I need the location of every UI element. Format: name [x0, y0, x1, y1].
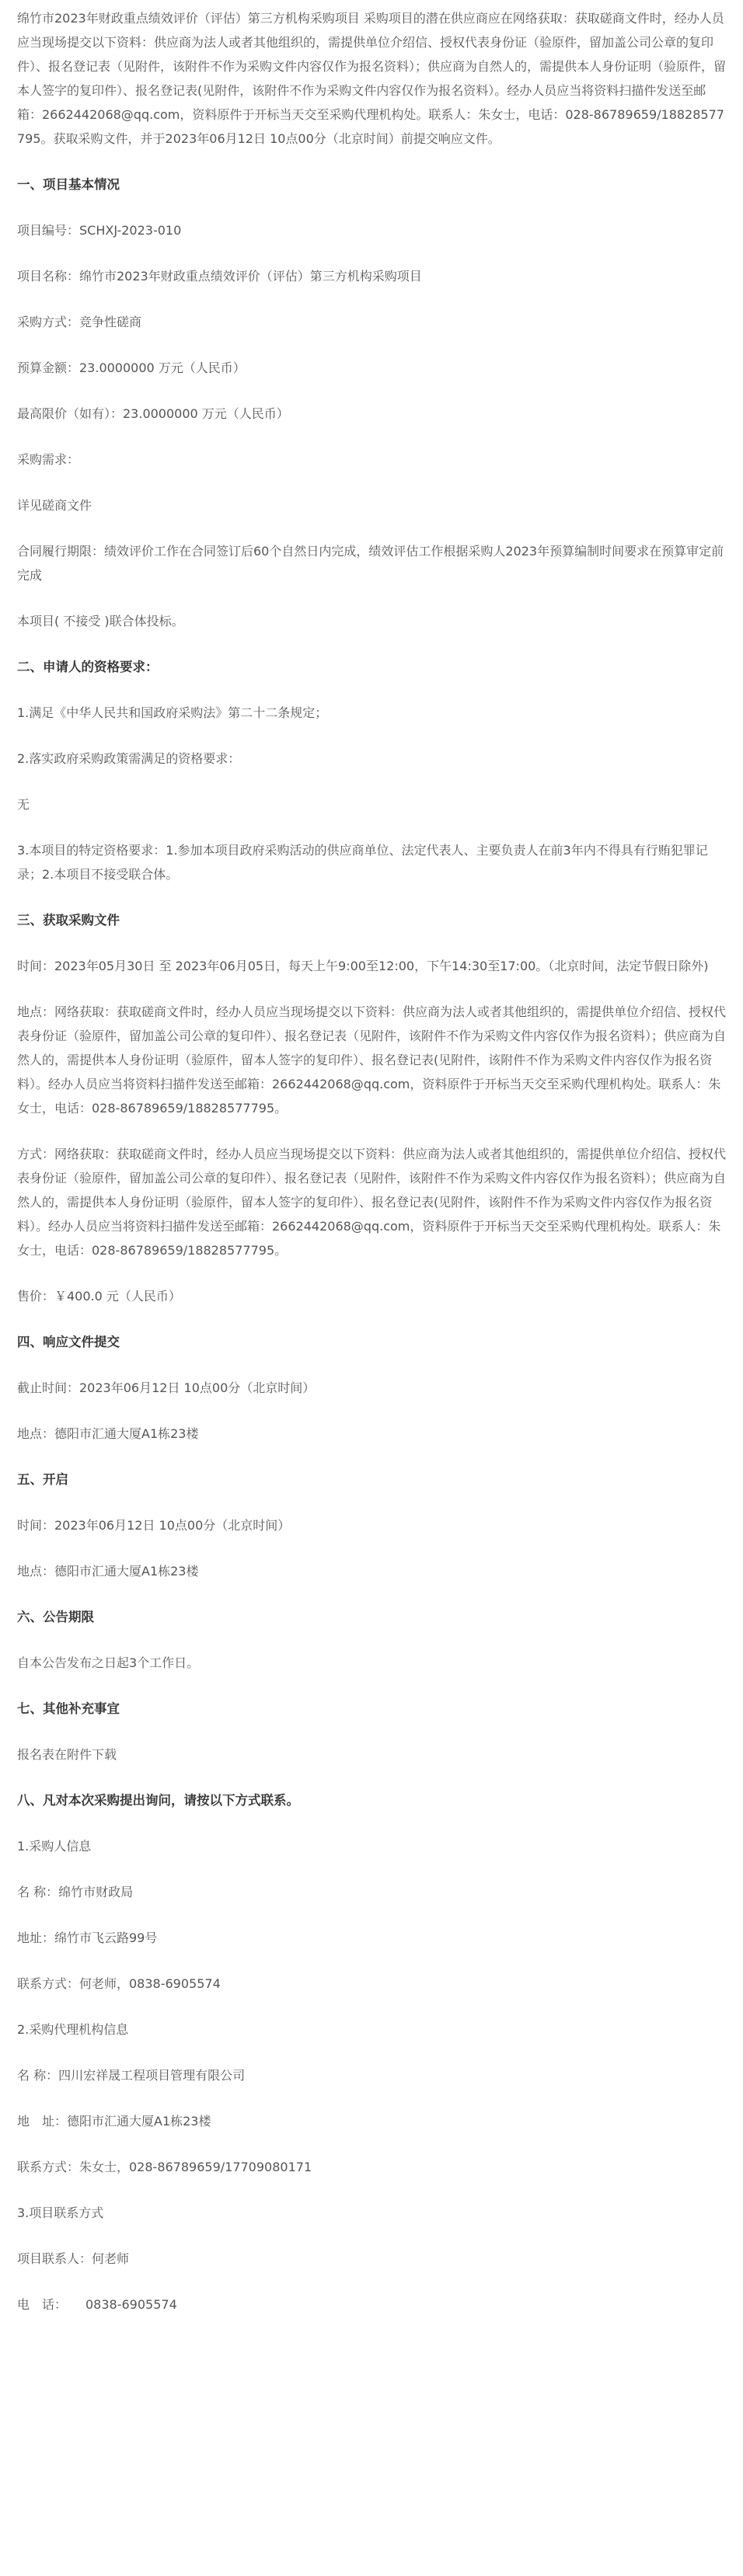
max-price: 最高限价（如有）：23.0000000 万元（人民币）	[17, 406, 289, 421]
section-8-title: 八、凡对本次采购提出询问，请按以下方式联系。	[17, 1793, 299, 1808]
procurement-method: 采购方式：竞争性磋商	[17, 315, 142, 329]
obtain-time: 时间：2023年05月30日 至 2023年06月05日，每天上午9:00至12:00，下午14:30至17:00。（北京时间，法定节假日除外)	[17, 959, 709, 973]
buyer-address: 地址：绵竹市飞云路99号	[17, 1930, 158, 1945]
section-7-title: 七、其他补充事宜	[17, 1701, 120, 1716]
opening-time: 时间：2023年06月12日 10点00分（北京时间）	[17, 1518, 291, 1533]
agency-heading: 2.采购代理机构信息	[17, 2022, 129, 2037]
section-1-title: 一、项目基本情况	[17, 177, 120, 192]
section-5-title: 五、开启	[17, 1472, 68, 1487]
project-number: 项目编号：SCHXJ-2023-010	[17, 223, 182, 238]
buyer-contact: 联系方式：何老师，0838-6905574	[17, 1976, 221, 1991]
buyer-heading: 1.采购人信息	[17, 1839, 92, 1854]
agency-address: 地 址：德阳市汇通大厦A1栋23楼	[17, 2114, 211, 2129]
section-3-title: 三、获取采购文件	[17, 913, 120, 928]
qualification-item-3: 3.本项目的特定资格要求：1.参加本项目政府采购活动的供应商单位、法定代表人、主要负责人在前3年内不得具有行贿犯罪记录；2.本项目不接受联合体。	[17, 843, 708, 882]
opening-place: 地点：德阳市汇通大厦A1栋23楼	[17, 1564, 199, 1579]
qualification-item-2-value: 无	[17, 797, 30, 812]
submission-deadline: 截止时间：2023年06月12日 10点00分（北京时间）	[17, 1380, 316, 1395]
project-contact-person: 项目联系人：何老师	[17, 2251, 130, 2266]
submission-place: 地点：德阳市汇通大厦A1栋23楼	[17, 1426, 199, 1441]
buyer-name: 名 称：绵竹市财政局	[17, 1885, 134, 1899]
document-price: 售价：￥400.0 元（人民币）	[17, 1289, 181, 1304]
supplementary-note: 报名表在附件下载	[17, 1747, 117, 1762]
section-2-title: 二、申请人的资格要求：	[17, 660, 159, 674]
section-6-title: 六、公告期限	[17, 1610, 94, 1624]
qualification-item-1: 1.满足《中华人民共和国政府采购法》第二十二条规定；	[17, 705, 328, 720]
procurement-needs-value: 详见磋商文件	[17, 498, 92, 513]
obtain-place: 地点：网络获取：获取磋商文件时，经办人员应当现场提交以下资料：供应商为法人或者其他组织的，需提供单位介绍信、授权代表身份证（验原件，留加盖公司公章的复印件）、报名登记表（见附件，该附件不作为采购文件内容仅作为报名资料）；供应商为自然人的，需提供本人身份证明（验原件，留本人签字的复印件）、报名登记表(见附件，该附件不作为采购文件内容仅作为报名资料）。经办人员应当将资料扫描件发送至邮箱：2662442068@qq.com，资料原件于开标当天交至采购代理机构处。联系人：朱女士，电话：028-86789659/18828577795。	[17, 1004, 727, 1116]
project-contact-heading: 3.项目联系方式	[17, 2205, 104, 2220]
procurement-needs-label: 采购需求：	[17, 452, 80, 467]
consortium-note: 本项目( 不接受 )联合体投标。	[17, 614, 184, 628]
obtain-method: 方式：网络获取：获取磋商文件时，经办人员应当现场提交以下资料：供应商为法人或者其他组织的，需提供单位介绍信、授权代表身份证（验原件，留加盖公司公章的复印件）、报名登记表（见附件，该附件不作为采购文件内容仅作为报名资料）；供应商为自然人的，需提供本人身份证明（验原件，留本人签字的复印件）、报名登记表(见附件，该附件不作为采购文件内容仅作为报名资料）。经办人员应当将资料扫描件发送至邮箱：2662442068@qq.com，资料原件于开标当天交至采购代理机构处。联系人：朱女士，电话：028-86789659/18828577795。	[17, 1147, 727, 1258]
section-4-title: 四、响应文件提交	[17, 1335, 120, 1349]
announcement-period: 自本公告发布之日起3个工作日。	[17, 1655, 200, 1670]
qualification-item-2: 2.落实政府采购政策需满足的资格要求：	[17, 751, 241, 766]
contract-period: 合同履行期限：绩效评价工作在合同签订后60个自然日内完成，绩效评估工作根据采购人2023年预算编制时间要求在预算审定前完成	[17, 544, 724, 583]
project-contact-phone: 电 话： 0838-6905574	[17, 2297, 177, 2312]
budget-amount: 预算金额：23.0000000 万元（人民币）	[17, 360, 246, 375]
agency-contact: 联系方式：朱女士，028-86789659/17709080171	[17, 2160, 312, 2174]
agency-name: 名 称：四川宏祥晟工程项目管理有限公司	[17, 2068, 246, 2083]
project-name: 项目名称：绵竹市2023年财政重点绩效评价（评估）第三方机构采购项目	[17, 269, 422, 284]
intro-paragraph: 绵竹市2023年财政重点绩效评价（评估）第三方机构采购项目 采购项目的潜在供应商应在网络获取：获取磋商文件时，经办人员应当现场提交以下资料：供应商为法人或者其他组织的，需提供单位介绍信、授权代表身份证（验原件，留加盖公司公章的复印件）、报名登记表（见附件，该附件不作为采购文件内容仅作为报名资料）；供应商为自然人的，需提供本人身份证明（验原件，留本人签字的复印件）、报名登记表(见附件，该附件不作为采购文件内容仅作为报名资料）。经办人员应当将资料扫描件发送至邮箱：2662442068@qq.com，资料原件于开标当天交至采购代理机构处。联系人：朱女士，电话：028-86789659/18828577795。获取采购文件，并于2023年06月12日 10点00分（北京时间）前提交响应文件。	[17, 11, 727, 146]
